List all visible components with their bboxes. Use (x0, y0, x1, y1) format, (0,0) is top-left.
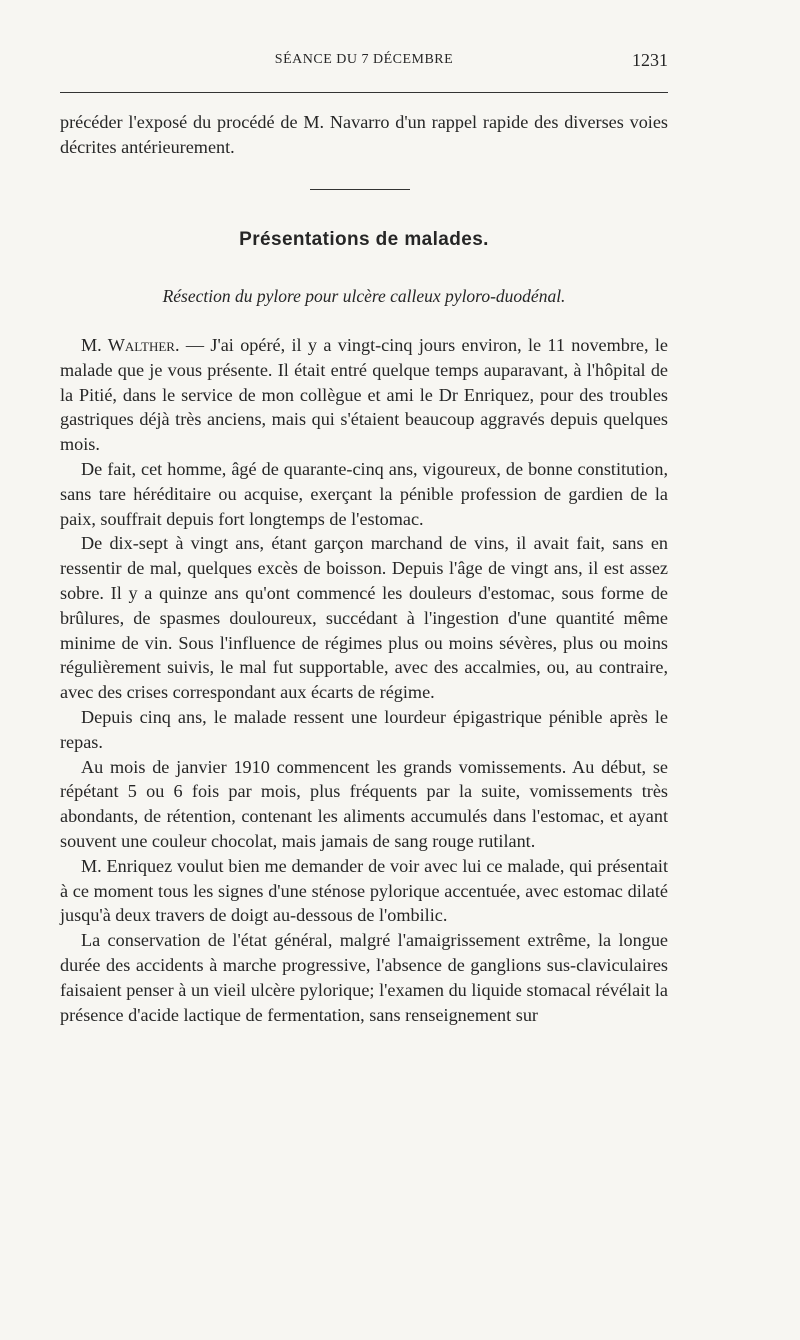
intro-paragraph: précéder l'exposé du procédé de M. Navarro d'un rappel rapide des diverses voies décrites antérieurement. (60, 112, 668, 157)
body-text-block (60, 333, 668, 1027)
body-paragraph: De dix-sept à vingt ans, étant garçon marchand de vins, il avait fait, sans en ressentir de mal, quelques excès de boisson. Depuis l'âge de vingt ans, il est assez sobre. Il y a quinze ans qu'ont commencé les douleurs d'estomac, sous forme de brûlures, de spasmes douloureux, succédant à l'ingestion d'une quantité même minime de vin. Sous l'influence de régimes plus ou moins sévères, plus ou moins régulièrement suivis, le mal fut supportable, avec des accalmies, ou, au contraire, avec des crises correspondant aux écarts de régime. (60, 533, 668, 703)
section-title: Présentations de malades. (239, 229, 489, 250)
speaker-name: M. Walther. (81, 335, 180, 355)
body-paragraph: Depuis cinq ans, le malade ressent une lourdeur épigastrique pénible après le repas. (60, 706, 668, 752)
body-paragraph (60, 333, 668, 457)
page-number: 1231 (632, 50, 668, 70)
body-paragraph: M. Enriquez voulut bien me demander de voir avec lui ce malade, qui présentait à ce moment tous les signes d'une sténose pylorique accentuée, avec estomac dilaté jusqu'à deux travers de doigt au-dessous de l'ombilic. (60, 855, 668, 926)
section-subtitle: Résection du pylore pour ulcère calleux pyloro-duodénal. (162, 286, 566, 306)
section-separator-rule (310, 189, 410, 190)
running-title: SÉANCE DU 7 DÉCEMBRE (274, 52, 454, 67)
intro-text-block (60, 110, 668, 160)
body-paragraph: Au mois de janvier 1910 commencent les grands vomissements. Au début, se répétant 5 ou 6 fois par mois, plus fréquents par la suite, vomissements très abondants, de rétention, contenant les aliments accumulés dans l'estomac, et ayant souvent une couleur chocolat, mais jamais de sang rouge rutilant. (60, 756, 668, 851)
header-rule (60, 92, 668, 93)
body-paragraph: La conservation de l'état général, malgré l'amaigrissement extrême, la longue durée des accidents à marche progressive, l'absence de ganglions sus-claviculaires faisaient penser à un vieil ulcère pylorique; l'examen du liquide stomacal révélait la présence d'acide lactique de fermentation, sans renseignement sur (60, 930, 668, 1025)
paragraph-text: — J'ai opéré, il y a vingt-cinq jours environ, le 11 novembre, le malade que je vous présente. Il était entré quelque temps auparavant, à l'hôpital de la Pitié, dans le service de mon collègue et ami le Dr Enriquez, pour des troubles gastriques déjà très anciens, mais qui s'étaient beaucoup aggravés depuis quelques mois. (60, 335, 668, 455)
body-paragraph: De fait, cet homme, âgé de quarante-cinq ans, vigoureux, de bonne constitution, sans tare héréditaire ou acquise, exerçant la pénible profession de gardien de la paix, souffrait depuis fort longtemps de l'estomac. (60, 458, 668, 529)
running-head (60, 50, 668, 74)
